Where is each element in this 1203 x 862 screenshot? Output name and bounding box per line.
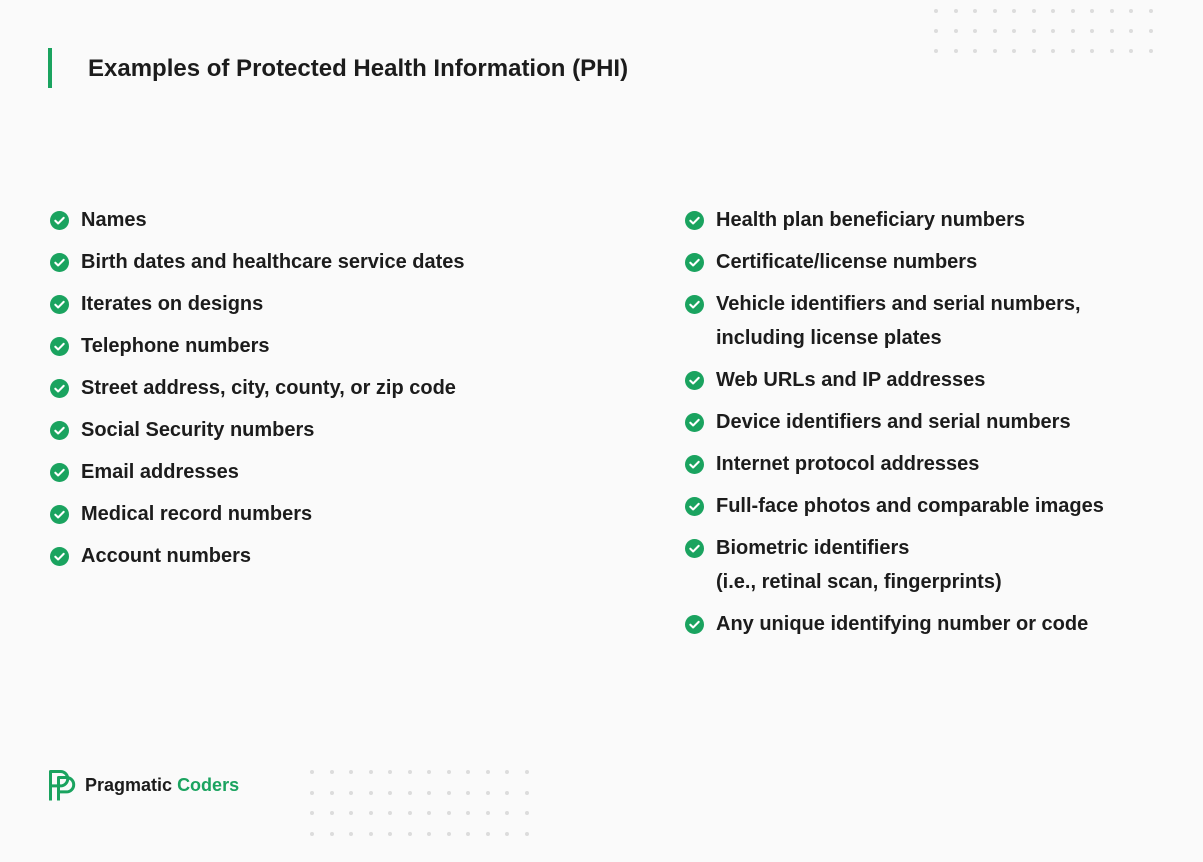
- check-circle-icon: [50, 337, 69, 356]
- check-circle-icon: [685, 539, 704, 558]
- decorative-dot: [1012, 49, 1016, 53]
- brand-name-word-1: Pragmatic: [85, 775, 173, 795]
- decorative-dot: [1090, 29, 1094, 33]
- list-item: [50, 417, 610, 447]
- list-item: [685, 291, 1185, 355]
- brand-name: [85, 775, 239, 796]
- list-item-text: Any unique identifying number or code: [716, 613, 1089, 635]
- decorative-dot: [349, 832, 353, 836]
- check-circle-icon: [685, 371, 704, 390]
- decorative-dot: [1149, 29, 1153, 33]
- check-circle-icon: [50, 505, 69, 524]
- decorative-dot-grid-bottom: [310, 770, 529, 836]
- check-circle-icon: [50, 295, 69, 314]
- decorative-dot: [1110, 9, 1114, 13]
- decorative-dot: [349, 770, 353, 774]
- decorative-dot: [427, 791, 431, 795]
- check-circle-icon: [685, 497, 704, 516]
- decorative-dot: [388, 811, 392, 815]
- decorative-dot-grid-top: [934, 9, 1153, 53]
- decorative-dot: [447, 770, 451, 774]
- list-item-text: [716, 531, 1002, 599]
- decorative-dot: [369, 832, 373, 836]
- decorative-dot: [525, 770, 529, 774]
- decorative-dot: [993, 29, 997, 33]
- list-item: [50, 291, 610, 321]
- decorative-dot: [1149, 9, 1153, 13]
- decorative-dot: [1090, 49, 1094, 53]
- decorative-dot: [349, 811, 353, 815]
- decorative-dot: [525, 811, 529, 815]
- decorative-dot: [505, 811, 509, 815]
- title-accent-bar: [48, 48, 52, 88]
- decorative-dot: [525, 832, 529, 836]
- decorative-dot: [486, 791, 490, 795]
- list-item-text: Medical record numbers: [81, 503, 313, 525]
- list-item: [685, 493, 1185, 523]
- decorative-dot: [1032, 29, 1036, 33]
- decorative-dot: [1149, 49, 1153, 53]
- list-item-text: Certificate/license numbers: [716, 251, 978, 273]
- decorative-dot: [369, 770, 373, 774]
- decorative-dot: [388, 770, 392, 774]
- decorative-dot: [505, 770, 509, 774]
- decorative-dot: [466, 832, 470, 836]
- list-item: [50, 543, 610, 573]
- pragmatic-coders-logo-icon: [48, 769, 77, 802]
- list-item-text-line: Vehicle identifiers and serial numbers,: [716, 293, 1081, 315]
- list-item-text: Names: [81, 209, 147, 231]
- brand-logo: [48, 769, 239, 802]
- list-item-text: Email addresses: [81, 461, 239, 483]
- check-circle-icon: [50, 421, 69, 440]
- phi-list-left: [50, 207, 610, 585]
- decorative-dot: [408, 832, 412, 836]
- decorative-dot: [934, 9, 938, 13]
- decorative-dot: [486, 832, 490, 836]
- check-circle-icon: [685, 295, 704, 314]
- list-item-text: Account numbers: [81, 545, 252, 567]
- list-item-text: Health plan beneficiary numbers: [716, 209, 1025, 231]
- decorative-dot: [466, 811, 470, 815]
- decorative-dot: [973, 49, 977, 53]
- decorative-dot: [408, 791, 412, 795]
- decorative-dot: [408, 811, 412, 815]
- list-item-text-line: including license plates: [716, 327, 942, 349]
- decorative-dot: [505, 832, 509, 836]
- decorative-dot: [330, 811, 334, 815]
- decorative-dot: [310, 811, 314, 815]
- list-item-text: Birth dates and healthcare service dates: [81, 251, 465, 273]
- list-item: [50, 207, 610, 237]
- list-item-text: Street address, city, county, or zip code: [81, 377, 456, 399]
- list-item-text-line: Biometric identifiers: [716, 537, 910, 559]
- check-circle-icon: [685, 413, 704, 432]
- decorative-dot: [1032, 9, 1036, 13]
- decorative-dot: [447, 791, 451, 795]
- decorative-dot: [973, 29, 977, 33]
- decorative-dot: [505, 791, 509, 795]
- decorative-dot: [954, 29, 958, 33]
- decorative-dot: [934, 29, 938, 33]
- decorative-dot: [408, 770, 412, 774]
- decorative-dot: [1071, 49, 1075, 53]
- list-item: [685, 409, 1185, 439]
- list-item: [685, 207, 1185, 237]
- decorative-dot: [954, 49, 958, 53]
- decorative-dot: [1051, 49, 1055, 53]
- decorative-dot: [1090, 9, 1094, 13]
- list-item: [685, 249, 1185, 279]
- list-item: [50, 501, 610, 531]
- decorative-dot: [466, 791, 470, 795]
- check-circle-icon: [685, 455, 704, 474]
- list-item-text: [716, 287, 1081, 355]
- check-circle-icon: [50, 463, 69, 482]
- decorative-dot: [1129, 29, 1133, 33]
- list-item-text: Full-face photos and comparable images: [716, 495, 1104, 517]
- decorative-dot: [310, 832, 314, 836]
- decorative-dot: [993, 49, 997, 53]
- decorative-dot: [1012, 9, 1016, 13]
- decorative-dot: [1032, 49, 1036, 53]
- decorative-dot: [1129, 9, 1133, 13]
- decorative-dot: [447, 811, 451, 815]
- check-circle-icon: [685, 615, 704, 634]
- check-circle-icon: [50, 547, 69, 566]
- list-item: [50, 333, 610, 363]
- list-item-text: Social Security numbers: [81, 419, 315, 441]
- decorative-dot: [447, 832, 451, 836]
- decorative-dot: [934, 49, 938, 53]
- decorative-dot: [1110, 29, 1114, 33]
- decorative-dot: [1071, 29, 1075, 33]
- check-circle-icon: [50, 379, 69, 398]
- check-circle-icon: [50, 211, 69, 230]
- decorative-dot: [1129, 49, 1133, 53]
- decorative-dot: [466, 770, 470, 774]
- list-item-text: Device identifiers and serial numbers: [716, 411, 1071, 433]
- check-circle-icon: [685, 211, 704, 230]
- decorative-dot: [973, 9, 977, 13]
- decorative-dot: [427, 811, 431, 815]
- decorative-dot: [954, 9, 958, 13]
- list-item-text: Iterates on designs: [81, 293, 264, 315]
- decorative-dot: [330, 770, 334, 774]
- check-circle-icon: [50, 253, 69, 272]
- decorative-dot: [1051, 9, 1055, 13]
- decorative-dot: [388, 791, 392, 795]
- list-item-text: Web URLs and IP addresses: [716, 369, 986, 391]
- decorative-dot: [310, 791, 314, 795]
- list-item-text-line: (i.e., retinal scan, fingerprints): [716, 571, 1002, 593]
- decorative-dot: [486, 770, 490, 774]
- decorative-dot: [993, 9, 997, 13]
- list-item: [50, 375, 610, 405]
- page-title: Examples of Protected Health Information (PHI): [88, 55, 629, 82]
- decorative-dot: [1110, 49, 1114, 53]
- list-item: [685, 367, 1185, 397]
- list-item: [50, 459, 610, 489]
- decorative-dot: [486, 811, 490, 815]
- decorative-dot: [369, 791, 373, 795]
- check-circle-icon: [685, 253, 704, 272]
- decorative-dot: [330, 832, 334, 836]
- decorative-dot: [310, 770, 314, 774]
- decorative-dot: [349, 791, 353, 795]
- list-item-text: Telephone numbers: [81, 335, 270, 357]
- decorative-dot: [1012, 29, 1016, 33]
- phi-list-right: [685, 207, 1185, 653]
- list-item: [50, 249, 610, 279]
- list-item-text: Internet protocol addresses: [716, 453, 980, 475]
- decorative-dot: [427, 832, 431, 836]
- list-item: [685, 451, 1185, 481]
- list-item: [685, 535, 1185, 599]
- brand-name-word-2: Coders: [177, 775, 240, 795]
- decorative-dot: [388, 832, 392, 836]
- decorative-dot: [330, 791, 334, 795]
- decorative-dot: [525, 791, 529, 795]
- list-item: [685, 611, 1185, 641]
- decorative-dot: [1051, 29, 1055, 33]
- decorative-dot: [1071, 9, 1075, 13]
- decorative-dot: [369, 811, 373, 815]
- decorative-dot: [427, 770, 431, 774]
